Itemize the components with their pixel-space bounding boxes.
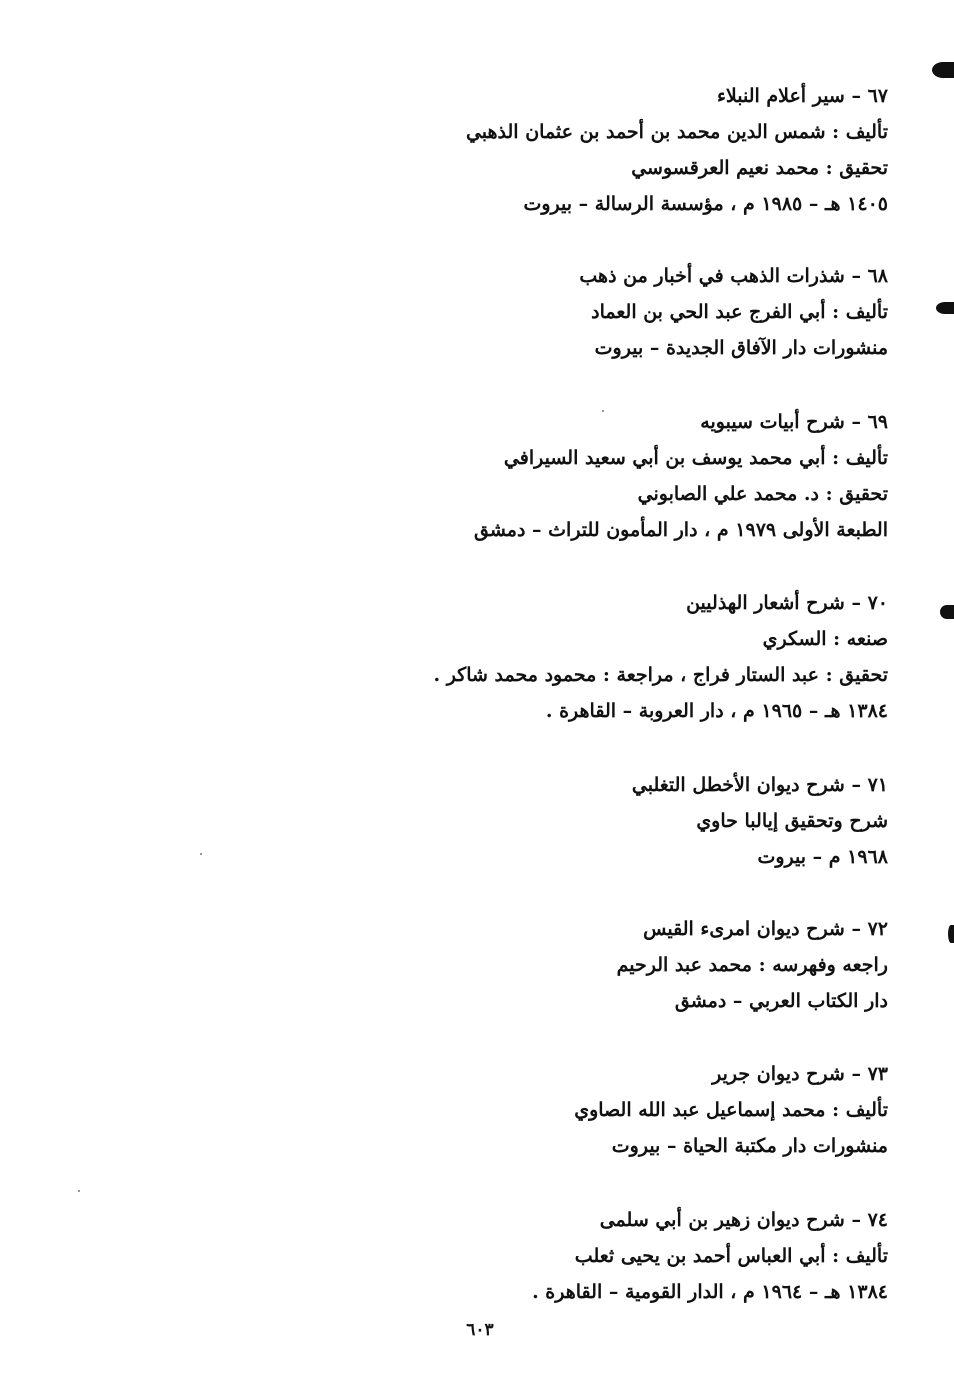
- bibliography-entry-71: [368, 767, 888, 875]
- entry-title: ٧٠ – شرح أشعار الهذليين: [686, 592, 888, 614]
- entry-publication: ١٣٨٤ هـ – ١٩٦٥ م ، دار العروبة – القاهرة .: [545, 700, 888, 722]
- bibliography-entry-70: [368, 585, 888, 729]
- entry-title: ٧٣ – شرح ديوان جرير: [712, 1063, 888, 1085]
- entry-title: ٧٤ – شرح ديوان زهير بن أبي سلمى: [599, 1209, 888, 1231]
- entry-author: تأليف : أبي محمد يوسف بن أبي سعيد السيرافي: [503, 447, 888, 469]
- entry-title: ٦٩ – شرح أبيات سيبويه: [700, 411, 888, 433]
- entry-title: ٧١ – شرح ديوان الأخطل التغلبي: [631, 774, 888, 796]
- entry-publication: منشورات دار الآفاق الجديدة – بيروت: [594, 337, 888, 359]
- entry-compiler: صنعه : السكري: [762, 628, 888, 650]
- binding-mark: [948, 925, 954, 943]
- entry-title: ٦٨ – شذرات الذهب في أخبار من ذهب: [579, 265, 888, 287]
- entry-editor: شرح وتحقيق إيالبا حاوي: [696, 810, 888, 832]
- entry-publication: ١٣٨٤ هـ – ١٩٦٤ م ، الدار القومية – القاهرة .: [532, 1281, 888, 1303]
- bibliography-entry-74: [368, 1202, 888, 1310]
- entry-publication: ١٩٦٨ م – بيروت: [757, 846, 888, 868]
- entry-editor: تحقيق : عبد الستار فراج ، مراجعة : محمود محمد شاكر .: [433, 664, 888, 686]
- scan-speck: [78, 1190, 80, 1192]
- entry-publication: منشورات دار مكتبة الحياة – بيروت: [611, 1135, 888, 1157]
- binding-mark: [936, 302, 954, 314]
- page-number: ٦٠٣: [466, 1320, 494, 1340]
- entry-editor: تحقيق : د. محمد علي الصابوني: [637, 483, 888, 505]
- entry-publication: دار الكتاب العربي – دمشق: [674, 990, 888, 1012]
- bibliography-entry-68: [368, 258, 888, 366]
- entry-publication: ١٤٠٥ هـ – ١٩٨٥ م ، مؤسسة الرسالة – بيروت: [523, 193, 888, 215]
- entry-editor: تحقيق : محمد نعيم العرقسوسي: [631, 157, 888, 179]
- bibliography-entry-72: [368, 911, 888, 1019]
- entry-title: ٧٢ – شرح ديوان امرىء القيس: [643, 918, 888, 940]
- bibliography-entry-69: [368, 404, 888, 548]
- bibliography-entry-67: [368, 78, 888, 222]
- bibliography-entry-73: [368, 1056, 888, 1164]
- entry-title: ٦٧ – سير أعلام النبلاء: [716, 85, 888, 107]
- entry-author: تأليف : أبي الفرج عبد الحي بن العماد: [591, 301, 888, 323]
- binding-mark: [932, 62, 954, 78]
- entry-editor: راجعه وفهرسه : محمد عبد الرحيم: [616, 954, 888, 976]
- entry-author: تأليف : شمس الدين محمد بن أحمد بن عثمان الذهبي: [465, 121, 888, 143]
- entry-author: تأليف : محمد إسماعيل عبد الله الصاوي: [574, 1099, 888, 1121]
- entry-author: تأليف : أبي العباس أحمد بن يحيى ثعلب: [574, 1245, 888, 1267]
- scan-speck: [200, 853, 202, 855]
- entry-publication: الطبعة الأولى ١٩٧٩ م ، دار المأمون للتراث – دمشق: [473, 519, 888, 541]
- binding-mark: [940, 605, 954, 619]
